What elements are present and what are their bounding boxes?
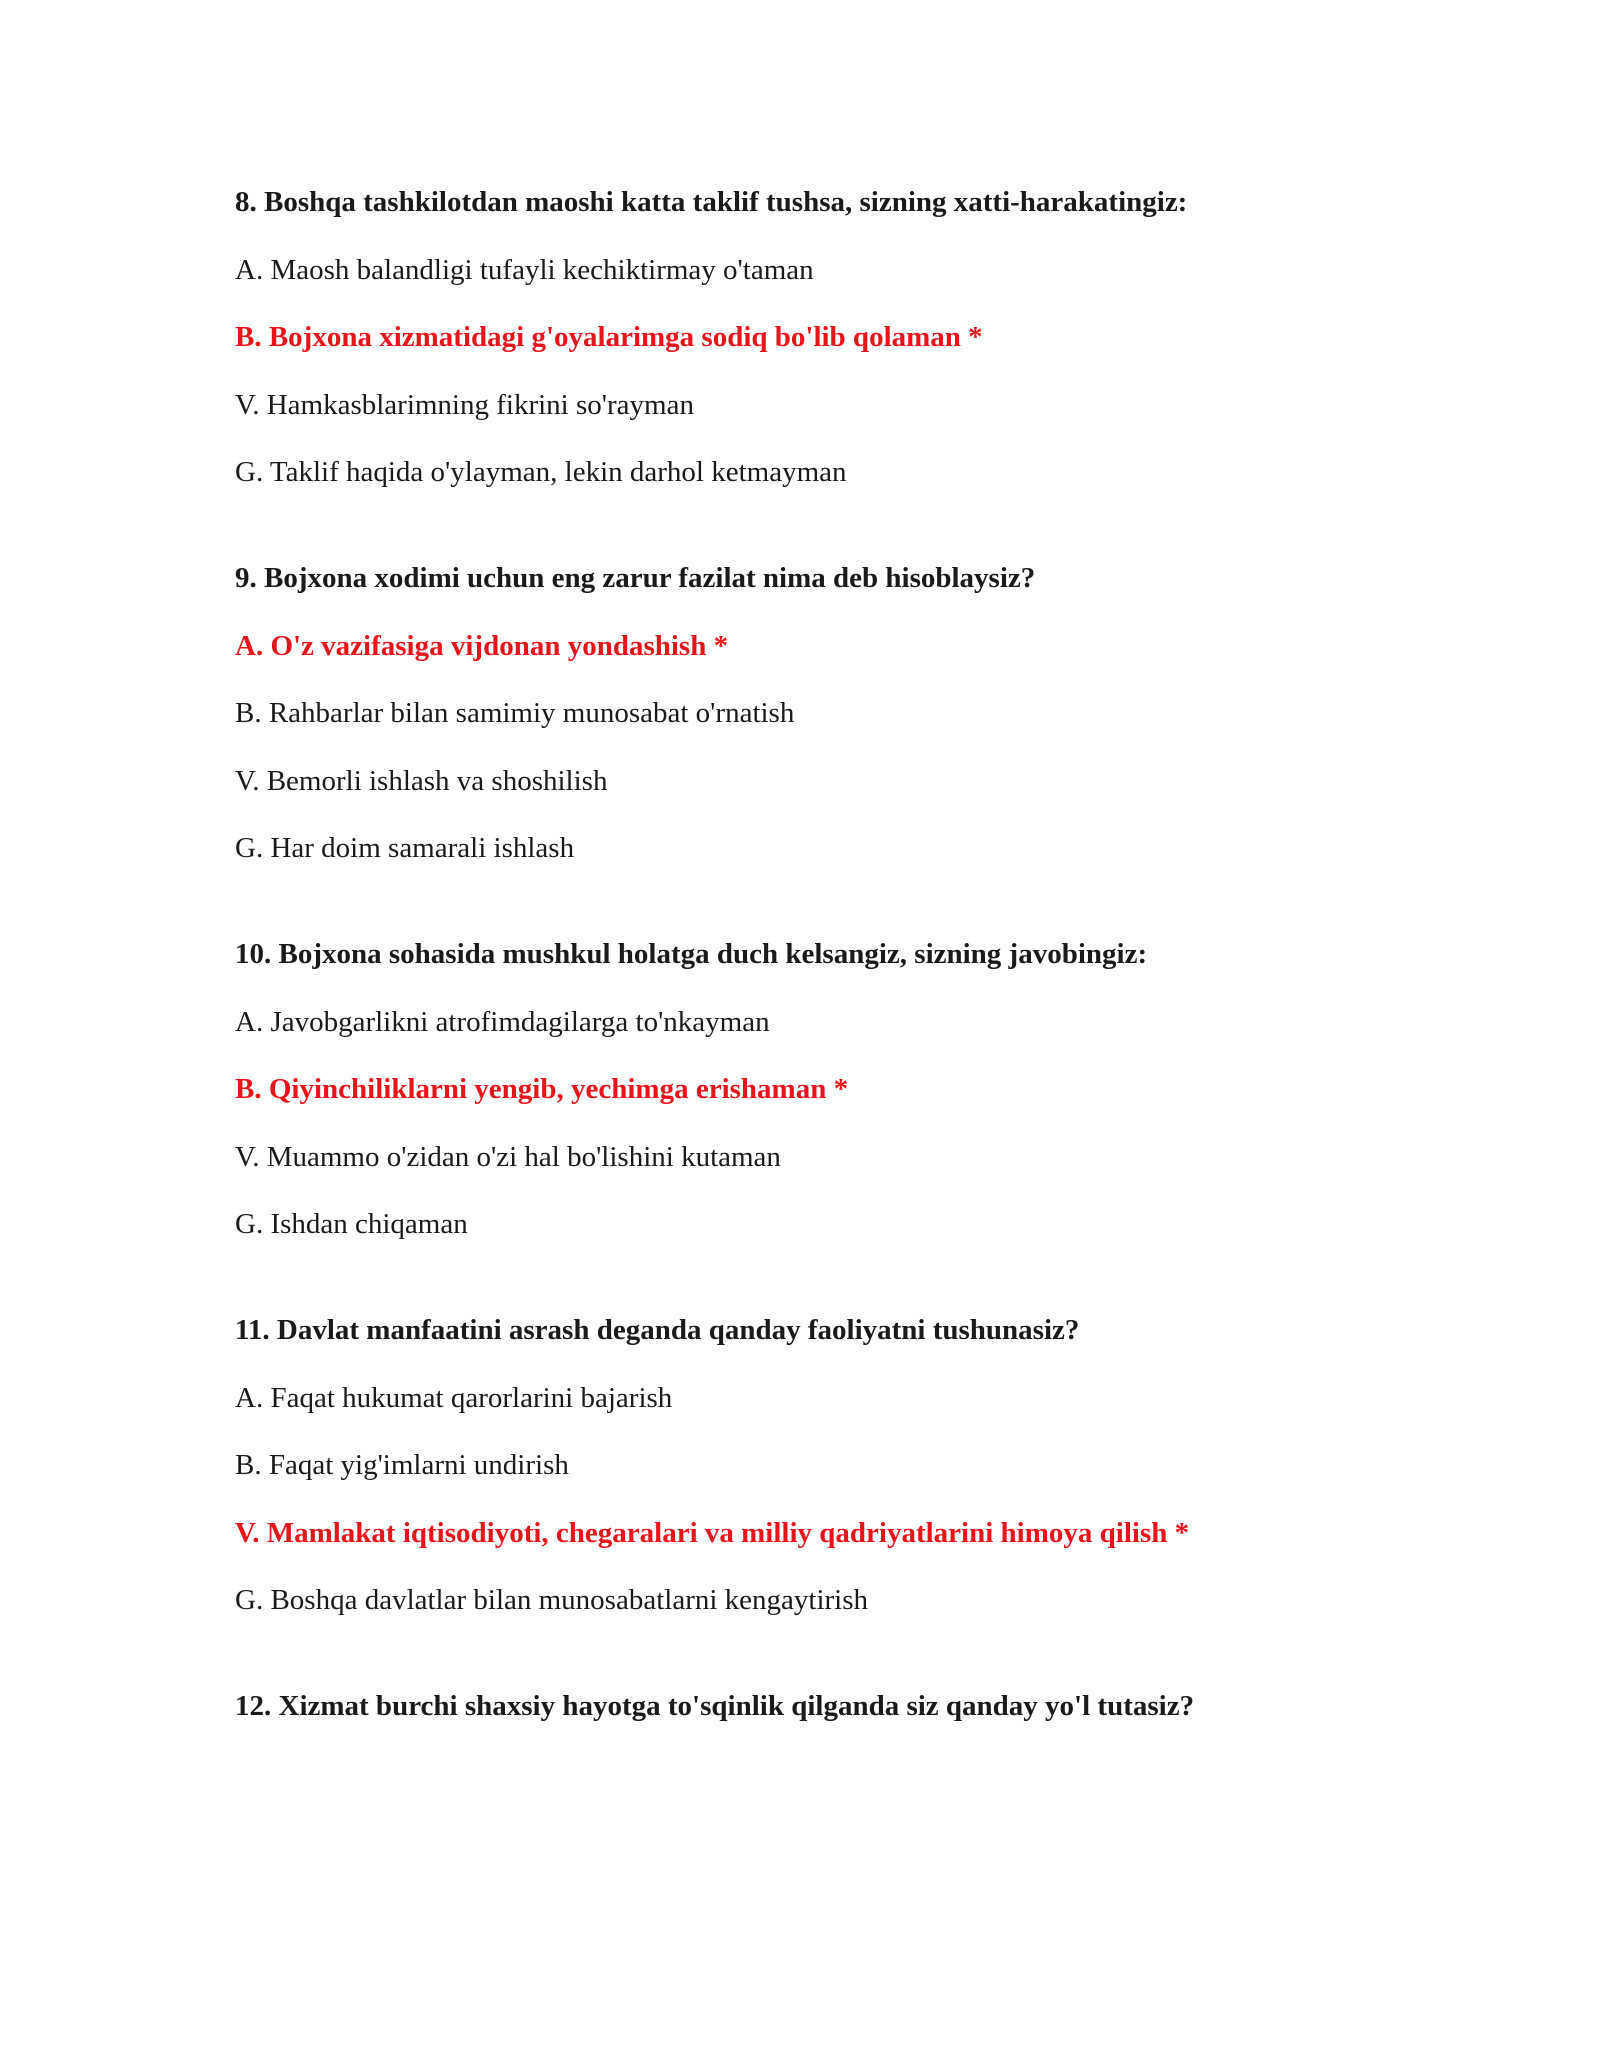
question-title: 11. Davlat manfaatini asrash deganda qanday faoliyatni tushunasiz? bbox=[235, 1314, 1080, 1346]
question-title: 9. Bojxona xodimi uchun eng zarur fazilat nima deb hisoblaysiz? bbox=[235, 562, 1036, 594]
answer-option: A. Javobgarlikni atrofimdagilarga to'nkayman bbox=[235, 1005, 770, 1038]
answer-option-correct: A. O'z vazifasiga vijdonan yondashish * bbox=[235, 629, 729, 662]
question-block-11 bbox=[235, 1310, 1395, 1620]
answer-option: B. Faqat yig'imlarni undirish bbox=[235, 1449, 569, 1481]
answer-option: G. Taklif haqida o'ylayman, lekin darhol ketmayman bbox=[235, 456, 847, 488]
answer-option: B. Rahbarlar bilan samimiy munosabat o'rnatish bbox=[235, 697, 795, 729]
question-block-10 bbox=[235, 934, 1395, 1244]
quiz-content bbox=[235, 182, 1395, 1792]
answer-option: V. Hamkasblarimning fikrini so'rayman bbox=[235, 388, 694, 421]
question-block-8 bbox=[235, 182, 1395, 492]
answer-option-correct: B. Bojxona xizmatidagi g'oyalarimga sodiq bo'lib qolaman * bbox=[235, 321, 983, 353]
answer-option: V. Bemorli ishlash va shoshilish bbox=[235, 764, 608, 797]
answer-option: G. Har doim samarali ishlash bbox=[235, 832, 575, 864]
answer-option: V. Muammo o'zidan o'zi hal bo'lishini kutaman bbox=[235, 1140, 781, 1173]
question-title: 8. Boshqa tashkilotdan maoshi katta taklif tushsa, sizning xatti-harakatingiz: bbox=[235, 186, 1188, 218]
answer-option-correct: V. Mamlakat iqtisodiyoti, chegaralari va milliy qadriyatlarini himoya qilish * bbox=[235, 1516, 1190, 1549]
answer-option: G. Boshqa davlatlar bilan munosabatlarni kengaytirish bbox=[235, 1584, 869, 1616]
answer-option-correct: B. Qiyinchiliklarni yengib, yechimga erishaman * bbox=[235, 1073, 849, 1105]
answer-option: A. Faqat hukumat qarorlarini bajarish bbox=[235, 1381, 673, 1414]
question-block-9 bbox=[235, 558, 1395, 868]
answer-option: G. Ishdan chiqaman bbox=[235, 1208, 468, 1240]
question-title: 12. Xizmat burchi shaxsiy hayotga to'sqinlik qilganda siz qanday yo'l tutasiz? bbox=[235, 1690, 1195, 1722]
question-block-12 bbox=[235, 1686, 1395, 1726]
answer-option: A. Maosh balandligi tufayli kechiktirmay o'taman bbox=[235, 253, 814, 286]
question-title: 10. Bojxona sohasida mushkul holatga duch kelsangiz, sizning javobingiz: bbox=[235, 938, 1148, 970]
